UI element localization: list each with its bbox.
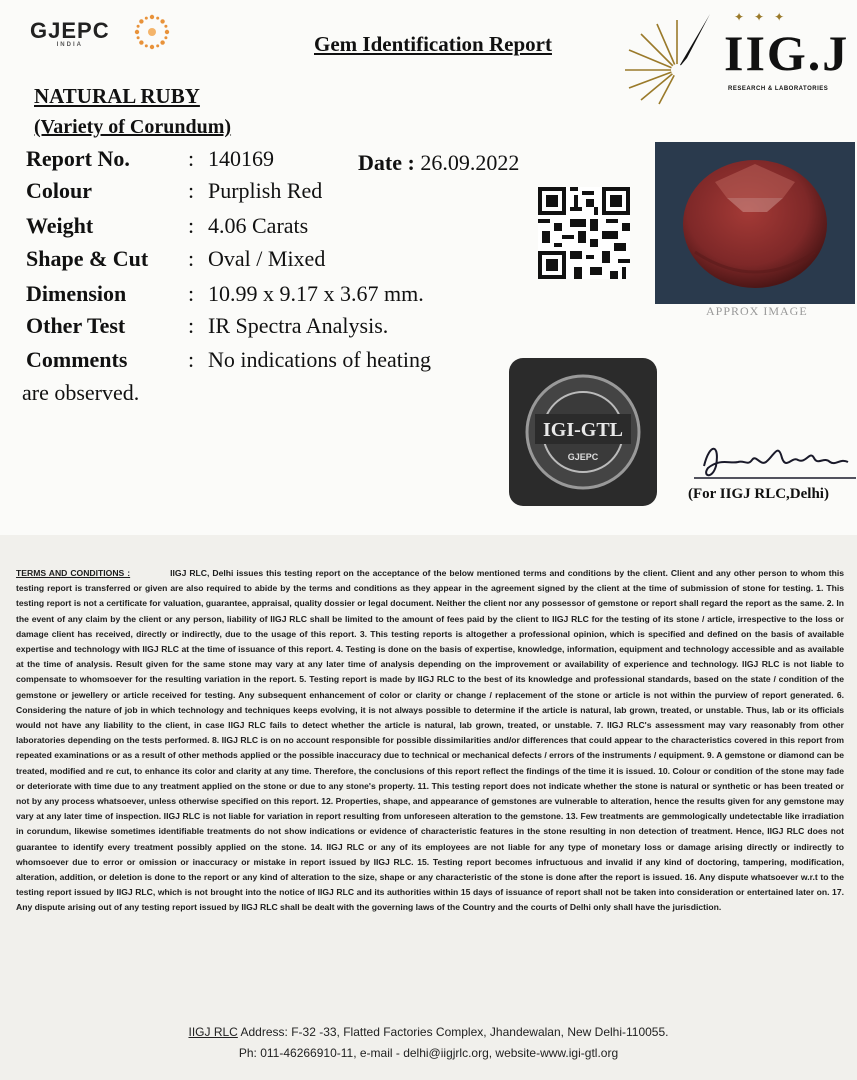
colon: : <box>188 146 195 171</box>
shape-value: Oval / Mixed <box>208 246 326 271</box>
report-no-label: Report No. <box>26 146 130 171</box>
gem-photo <box>655 142 855 304</box>
seal-sub-text: GJEPC <box>567 452 599 462</box>
date-value: 26.09.2022 <box>420 150 520 175</box>
colon: : <box>188 281 195 306</box>
igj-stars-icon: ✦✦✦ <box>734 10 795 24</box>
terms-and-conditions <box>16 566 844 916</box>
hologram-seal-icon <box>507 356 659 508</box>
gjepc-logo-text: GJEPC <box>30 18 110 43</box>
qr-code-icon[interactable] <box>538 186 630 280</box>
ruby-gem-icon <box>655 142 855 304</box>
shape-label: Shape & Cut <box>26 246 149 271</box>
dimension-value: 10.99 x 9.17 x 3.67 mm. <box>208 281 424 306</box>
gjepc-logo-sub: INDIA <box>56 42 83 48</box>
other-test-value: IR Spectra Analysis. <box>208 313 389 338</box>
colour-value: Purplish Red <box>208 178 323 203</box>
date-label: Date : <box>358 150 415 175</box>
variety-heading: (Variety of Corundum) <box>34 116 232 138</box>
colon: : <box>188 246 195 271</box>
colon: : <box>188 347 195 372</box>
stone-heading: NATURAL RUBY <box>34 84 200 108</box>
igj-logo-sub: RESEARCH & LABORATORIES <box>728 86 829 92</box>
footer-address-text: Address: F-32 -33, Flatted Factories Complex, Jhandewalan, New Delhi-110055. <box>237 1025 669 1039</box>
terms-body: IIGJ RLC, Delhi issues this testing report on the acceptance of the below mentioned terms and conditions by the client. Client and any other person to whom this testing report is transferred or given are also required to abide by the terms and conditions as they appear in the agreement signed by the client at the time of submission of stone for testing. 1. This testing report is not a certificate for valuation, guarantee, appraisal, quality dossier or legal document. Neither the client nor any possessor of gemstone or report shall regard the report as the same. 2. In the event of any claim by the client or any person, liability of IIGJ RLC shall be limited to the amount of fees paid by the client to IIGJ RLC for the testing of its stone / article, irrespective to the loss or damage client has received, directly or indirectly, due to the usage of this report. 3. This testing reports is altogether a professional opinion, which is specified and defined on the basis of available expertise and technology with IIGJ RLC at the time of issuance of this report. 4. Testing is done on the basis of expertise, knowledge, information, equipment and technology accessible and as available at the time of analysis. Result given for the same stone may vary at any later time of analysis depending on the improvement or availability of experience and technology. IIGJ RLC is not liable to compensate to whomsoever for the resulting variation in the report. 5. Testing report is made by IIGJ RLC to the best of its knowledge and professional standards, based on the state / condition of the gemstone or jewellery or article received for testing. Any subsequent enhancement of color or clarity or change / replacement of the stone or article is not within the purview of report generated. 6. Considering the nature of job in which technology and techniques keeps evolving, it is not always possible to determine if the article is natural, lab grown, treated, or unstable. Thus, lab or its officials would not have any liability to the client, in case IIGJ RLC fails to detect whether the article is natural, lab grown, treated, or unstable. 7. IIGJ RLC's assessment may vary reasonably from other laboratories depending on the tests performed. 8. IIGJ RLC is on no account responsible for possible dissimilarities and/or differences that could appear to the characteristics covered in this report from repeated examinations or as a result of other methods applied or the possible inaccuracy due to technical or mechanical defects / errors of the instruments / equipment. 9. A gemstone or diamond can be treated, modified and re cut, to enhance its color and clarity at any time. Therefore, the conclusions of this report reflect the findings of the time it is issued. 10. Colour or condition of the stone may fade or deteriorate with time due to any treatment applied on the stone or due to any stone's property. 11. This testing report does not indicate whether the stone is natural or synthetic or has been treated or not by any process whatsoever, unless otherwise specified on this report. 12. Properties, shape, and appearance of gemstones are vulnerable to alteration, hence the results given for any gemstone may vary at any later time of inspection. IIGJ RLC is not liable for variation in report resulting from unforeseen alteration to the gemstone. 13. Few treatments are gemmologically undetectable like irradiation in corundum, likewise sometimes identifiable treatments do not show indications or evidence of characteristic features in the stone resulting in non detection of treatment. Hence, IIGJ RLC does not guarantee to identify every treatment possibly applied on the stone. 14. IIGJ RLC or any of its employees are not liable for any type of monetary loss or damage arising directly or indirectly to whomsoever due to error or omission or inaccuracy or mistake in report issued by IIGJ RLC. 15. Testing report becomes infructuous and invalid if any kind of doctoring, tampering, modification, alteration, addition, or deletion is done to the report or any kind of alteration to the size, shape or any characteristic of the stone is done after the report is issued. 16. Any dispute whatsoever w.r.t to the testing report issued by IIGJ RLC, which is not brought into the notice of IIGJ RLC and its authorities within 15 days of issuance of report shall not be taken into consideration or entertained later on. 17. Any dispute arising out of any testing report issued by IIGJ RLC shall be dealt with the governing laws of the Country and the courts of Delhi only shall have the jurisdiction. <box>16 568 844 913</box>
signature-caption: (For IIGJ RLC,Delhi) <box>688 486 829 502</box>
colour-label: Colour <box>26 178 92 203</box>
colon: : <box>188 178 195 203</box>
report-title: Gem Identification Report <box>314 32 552 56</box>
report-no-value: 140169 <box>208 146 274 171</box>
comments-value: No indications of heating <box>208 347 432 372</box>
footer-contact: Ph: 011-46266910-11, e-mail - delhi@iigjrlc.org, website-www.igi-gtl.org <box>238 1046 619 1060</box>
terms-heading: TERMS AND CONDITIONS : <box>16 568 131 578</box>
comments-continuation: are observed. <box>22 380 140 405</box>
igj-sunburst-icon <box>615 10 715 105</box>
weight-value: 4.06 Carats <box>208 213 309 238</box>
signature-icon <box>690 436 857 488</box>
gjepc-sunburst-icon <box>132 12 172 52</box>
igj-logo: IIG.J <box>724 25 850 81</box>
colon: : <box>188 213 195 238</box>
footer-org: IIGJ RLC <box>188 1025 238 1039</box>
other-test-label: Other Test <box>26 313 126 338</box>
comments-label: Comments <box>26 347 128 372</box>
weight-label: Weight <box>26 213 94 238</box>
footer-address <box>0 1025 857 1039</box>
colon: : <box>188 313 195 338</box>
seal-center-text: IGI-GTL <box>542 419 624 441</box>
date-field <box>358 150 519 176</box>
dimension-label: Dimension <box>26 281 127 306</box>
report-upper-section <box>0 0 857 535</box>
gem-image-caption: APPROX IMAGE <box>706 304 808 318</box>
gjepc-logo <box>30 18 110 48</box>
